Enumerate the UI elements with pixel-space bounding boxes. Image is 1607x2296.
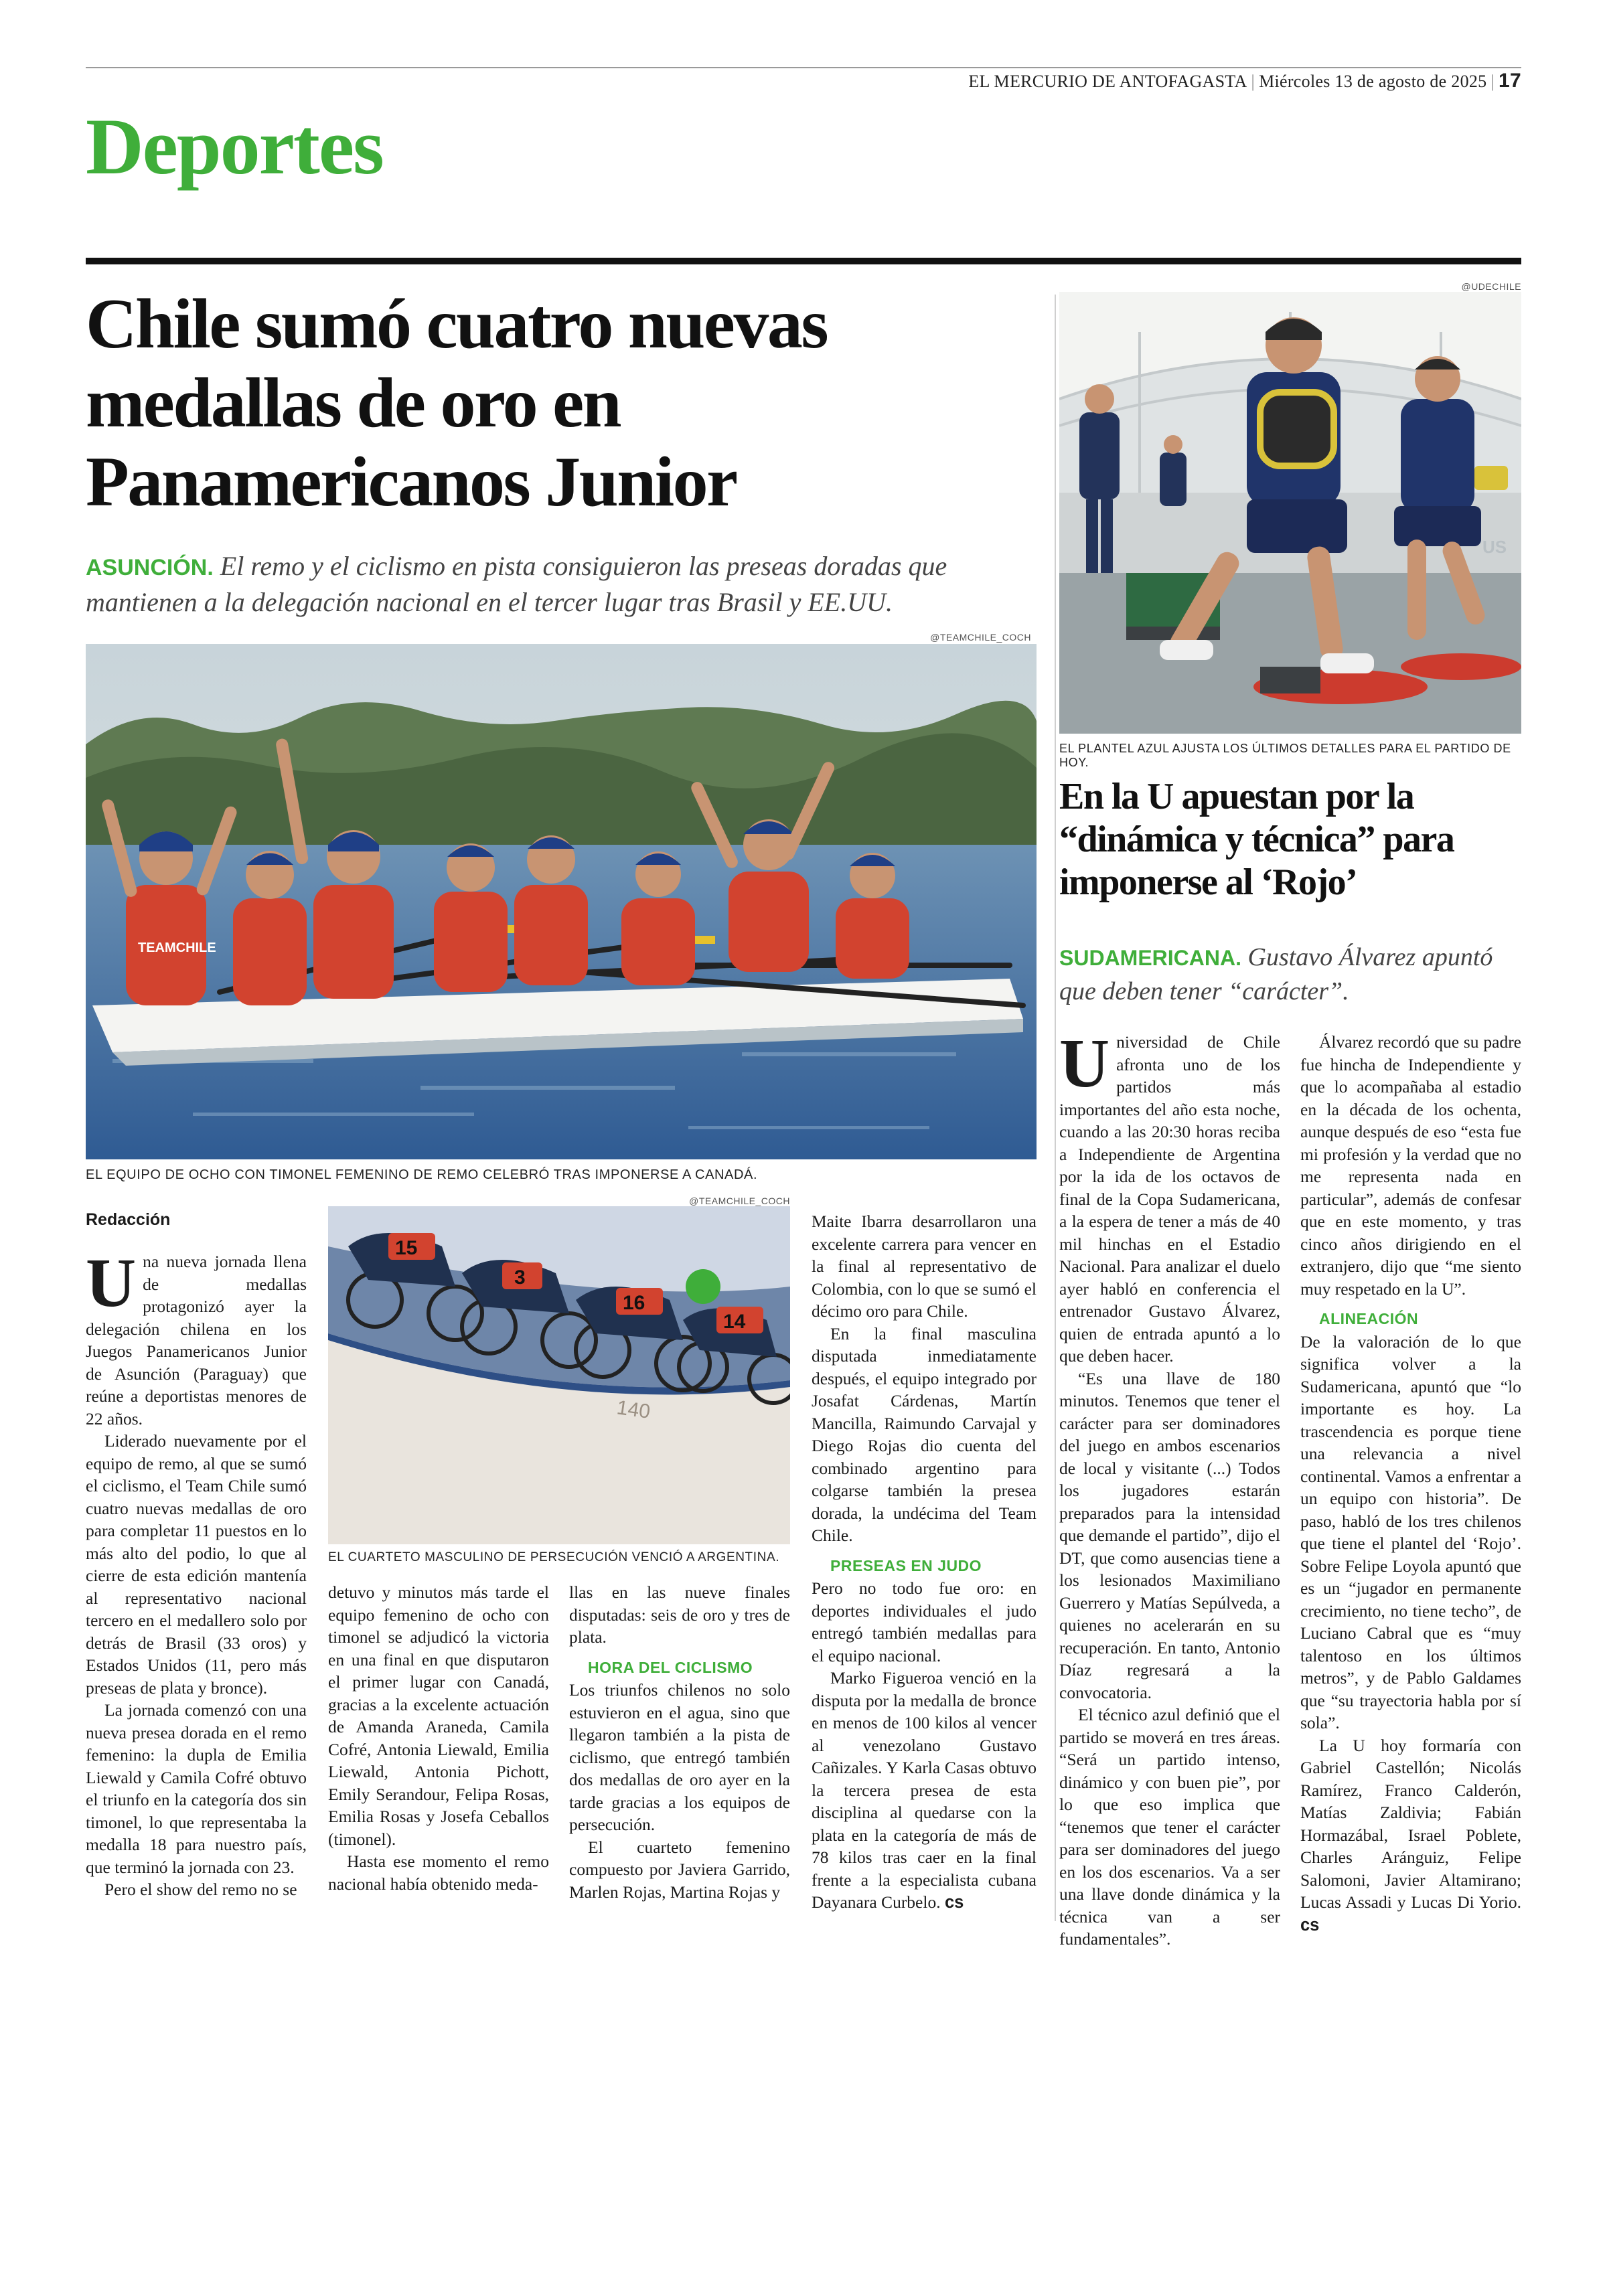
side-column-2 (1300, 1031, 1521, 1937)
rowing-shirt-text: TEAMCHILE (138, 940, 216, 955)
rowing-photo (86, 644, 1037, 1159)
main-dropcap: U (86, 1244, 137, 1321)
side-col1-para1-text: niversidad de Chile afronta uno de los partidos más importantes del año esta noche, cuando a las 20:30 horas reciba a Independiente de Argentina por la ida de los octavos de final de la Copa Sudamericana, a la espera de tener a más de 40 mil hinchas en el Estadio Nacional. Para analizar el duelo ayer habló en conferencia el entrenador Gustavo Álvarez, quien de entrada apuntó a lo que deben hacer. (1059, 1032, 1280, 1366)
subhead-judo: PRESEAS EN JUDO (830, 1556, 982, 1574)
side-col1-para1 (1059, 1025, 1280, 1368)
section-rule (86, 258, 1521, 264)
end-mark: cs (944, 1893, 964, 1912)
cyclist-bib-1: 15 (395, 1237, 418, 1259)
side-column-1 (1059, 1025, 1280, 1951)
side-col2-para2: De la valoración de lo que significa volver a la Sudamericana, apuntó que “lo importante es hoy. La trascendencia es porque tiene una relevancia a nivel continental. Vamos a enfrentar a un equipo con historia”. De paso, habló de los tres chilenos que tiene el plantel del ‘Rojo’. Sobre Felipe Loyola apuntó que es un “jugador en permanente crecimiento, no tiene techo”, de Luciano Cabral que es “muy talentoso en los últimos metros”, y de Pablo Galdames que “su trayectoria habla por sí sola”. (1300, 1331, 1521, 1732)
rowing-photo-caption: EL EQUIPO DE OCHO CON TIMONEL FEMENINO DE REMO CELEBRÓ TRAS IMPONERSE A CANADÁ. (86, 1167, 758, 1182)
cyclist-bib-2: 3 (514, 1266, 526, 1289)
main-col2-para2: Hasta ese momento el remo nacional había obtenido meda- (328, 1852, 549, 1894)
side-dropcap: U (1059, 1025, 1110, 1102)
masthead: EL MERCURIO DE ANTOFAGASTA | Miércoles 13 de agosto de 2025 | 17 (968, 70, 1521, 92)
cyclist-bib-3: 16 (623, 1292, 645, 1314)
rowing-photo-credit: @TEAMCHILE_COCH (930, 632, 1031, 643)
main-col1-para1 (86, 1244, 307, 1430)
main-col1-para3: La jornada comenzó con una nueva presea dorada en el remo femenino: la dupla de Emilia Liewald y Camila Cofré obtuvo el triunfo en la categoría dos sin timonel, lo que representaba la medalla 18 para nuestro país, que terminó la jornada con 23. (86, 1700, 307, 1877)
side-col1-para3: El técnico azul definió que el partido se moverá en tres áreas. “Será un partido intenso, dinámico y con buen pie”, por lo que eso implica que “tenemos que tener el carácter para ser dominadores del juego en los dos escenarios. Va a ser una llave donde dinámica y la técnica van a ser fundamentales”. (1059, 1705, 1280, 1949)
cyclist-bib-4: 14 (723, 1311, 746, 1333)
main-col4-para3: Pero no todo fue oro: en deportes individuales el judo entregó también medallas para el equipo nacional. (812, 1578, 1037, 1665)
side-kicker: SUDAMERICANA. (1059, 946, 1241, 970)
subhead-cycling: HORA DEL CICLISMO (588, 1658, 753, 1676)
training-banner-text: US (1482, 537, 1507, 557)
cycling-photo-illustration (328, 1206, 790, 1544)
main-col4-para4-text: Marko Figueroa venció en la disputa por la medalla de bronce en menos de 100 kilos al vencer al venezolano Gustavo Cañizales. Y Karla Casas obtuvo la tercera presea de esta disciplina al quedarse con la plata en la categoría de más de 78 kilos tras caer en la final frente a la especialista cubana Dayanara Curbelo. (812, 1668, 1037, 1912)
main-column-2 (328, 1581, 549, 1895)
section-title: Deportes (86, 102, 383, 191)
main-col4-para4 (812, 1667, 1037, 1914)
column-divider (1055, 295, 1056, 1921)
side-subhead (1059, 940, 1521, 1008)
main-column-1 (86, 1244, 307, 1901)
page-number: 17 (1499, 70, 1521, 92)
issue-date: Miércoles 13 de agosto de 2025 (1259, 72, 1487, 91)
training-photo-caption: EL PLANTEL AZUL AJUSTA LOS ÚLTIMOS DETALLES PARA EL PARTIDO DE HOY. (1059, 742, 1511, 769)
main-col2-para1: detuvo y minutos más tarde el equipo femenino de ocho con timonel se adjudicó la victoria en una final en que disputaron el primer lugar con Canadá, gracias a la excelente actuación de Amanda Araneda, Camila Cofré, Antonia Liewald, Emilia Liewald, Antonia Pichott, Emily Serandour, Felipa Rosas, Emilia Rosas y Josefa Ceballos (timonel). (328, 1582, 549, 1849)
side-col2-para3 (1300, 1734, 1521, 1937)
main-subhead-text: El remo y el ciclismo en pista consiguieron las preseas doradas que mantienen a la delegación nacional en el tercer lugar tras Brasil y EE.UU. (86, 551, 947, 617)
track-marking: 140 (615, 1396, 652, 1423)
main-column-3 (569, 1581, 790, 1903)
cycling-photo-caption: EL CUARTETO MASCULINO DE PERSECUCIÓN VENCIÓ A ARGENTINA. (328, 1550, 780, 1564)
main-col3-para3: El cuarteto femenino compuesto por Javiera Garrido, Marlen Rojas, Martina Rojas y (569, 1837, 790, 1902)
side-col1-para2: “Es una llave de 180 minutos. Tenemos que tener el carácter para ser dominadores del juego en ambos escenarios de local y visitante (...) Todos los jugadores estarán preparados para la intensidad que demande el partido”, dijo el DT, que como ausencias tiene a los lesionados Maximiliano Guerrero y Matías Sepúlveda, a quienes no acelerarán en su recuperación. En tanto, Antonio Díaz regresará a la convocatoria. (1059, 1368, 1280, 1702)
main-column-4 (812, 1210, 1037, 1914)
top-rule (86, 67, 1521, 68)
side-subhead-text: Gustavo Álvarez apuntó que deben tener “carácter”. (1059, 943, 1493, 1005)
main-subhead (86, 549, 1037, 620)
rowing-photo-illustration (86, 644, 1037, 1159)
main-col1-para1-text: na nueva jornada llena de medallas protagonizó ayer la delegación chilena en los Juegos Panamericanos Junior de Asunción (Paraguay) que reúne a deportistas menores de 22 años. (86, 1252, 307, 1428)
side-headline: En la U apuestan por la “dinámica y técnica” para imponerse al ‘Rojo’ (1059, 776, 1454, 903)
main-kicker: ASUNCIÓN. (86, 555, 214, 580)
side-col2-para1: Álvarez recordó que su padre fue hincha de Independiente y que lo acompañaba al estadio en la década de los ochenta, aunque después de eso “esta fue mi profesión y la verdad que no me representa nada en particular”, además de confesar que en este momento, y tras cinco años dirigiendo en el extranjero, dijo que “me siento muy respetado en la U”. (1300, 1032, 1521, 1299)
main-col4-para1: Maite Ibarra desarrollaron una excelente carrera para vencer en la final al representativo de Colombia, con lo que se sumó el décimo oro para Chile. (812, 1212, 1037, 1321)
main-col4-para2: En la final masculina disputada inmediatamente después, el equipo integrado por Josafat Cárdenas, Martín Mancilla, Raimundo Carvajal y Diego Rojas dio cuenta del combinado argentino para colgarse también la presea dorada, la undécima del Team Chile. (812, 1323, 1037, 1545)
cycling-photo-credit: @TEAMCHILE_COCH (689, 1196, 790, 1206)
training-photo-illustration (1059, 292, 1521, 734)
main-col3-para2: Los triunfos chilenos no solo estuvieron en el agua, sino que llegaron también a la pista de ciclismo, que entregó también dos medallas de oro ayer en la tarde gracias a los equipos de persecución. (569, 1680, 790, 1834)
training-photo-credit: @UDECHILE (1461, 281, 1521, 292)
training-photo (1059, 292, 1521, 734)
side-col2-para3-text: La U hoy formaría con Gabriel Castellón; Nicolás Ramírez, Franco Calderón, Matías Zaldivia; Fabián Hormazábal, Israel Poblete, Charles Aránguiz, Felipe Salomoni, Javier Altamirano; Lucas Assadi y Lucas Di Yorio. (1300, 1735, 1521, 1912)
side-end-mark: cs (1300, 1915, 1320, 1935)
subhead-lineup: ALINEACIÓN (1319, 1310, 1419, 1327)
cycling-photo (328, 1206, 790, 1544)
main-col1-para2: Liderado nuevamente por el equipo de remo, al que se sumó el ciclismo, el Team Chile sumó cuatro nuevas medallas de oro para completar 11 puestos en lo más alto del podio, lo que al cierre de esta edición mantenía al representativo nacional tercero en el medallero solo por detrás de Brasil (33 oros) y Estados Unidos (11, pero más preseas de plata y bronce). (86, 1431, 307, 1698)
byline: Redacción (86, 1210, 171, 1229)
main-col1-para4: Pero el show del remo no se (104, 1880, 297, 1899)
newspaper-name: EL MERCURIO DE ANTOFAGASTA (968, 72, 1247, 91)
main-headline: Chile sumó cuatro nuevas medallas de oro en Panamericanos Junior (86, 284, 828, 521)
main-col3-para1: llas en las nueve finales disputadas: seis de oro y tres de plata. (569, 1582, 790, 1647)
